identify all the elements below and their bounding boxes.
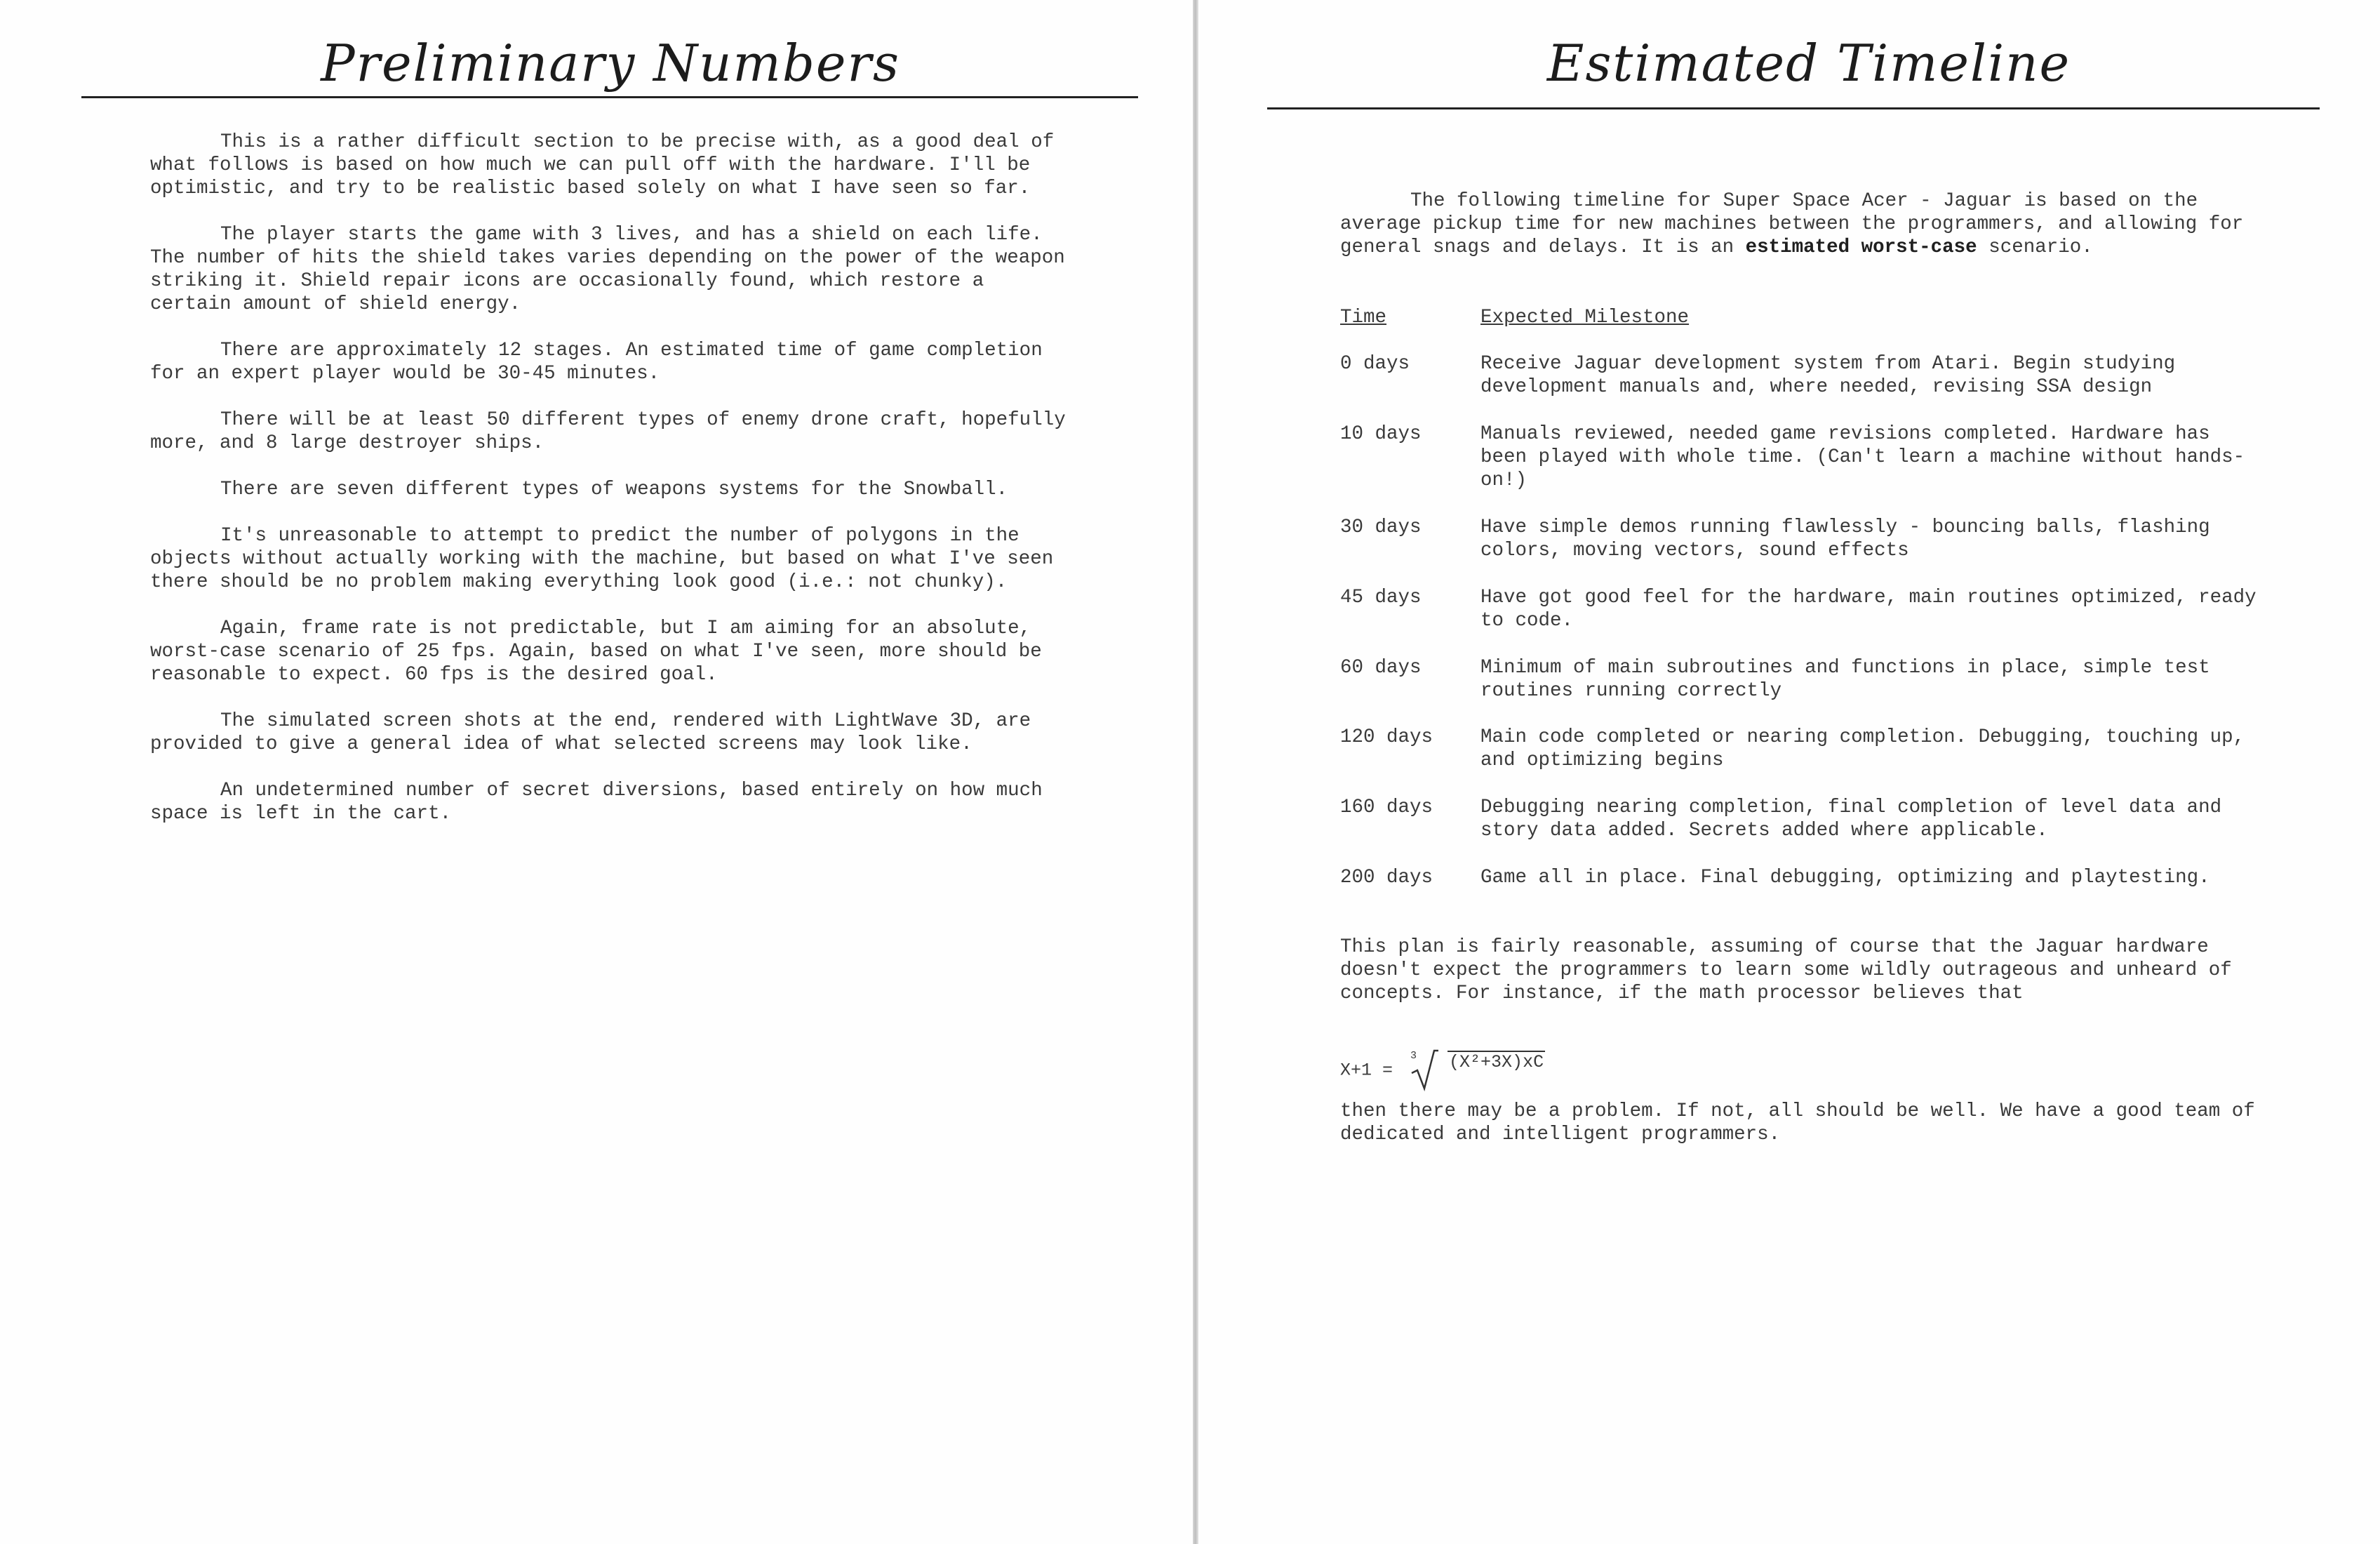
row-milestone: Have simple demos running flawlessly - bouncing balls, flashing colors, moving vectors, sound effects [1480,517,2210,561]
left-heading-rule [81,96,1138,98]
row-time: 120 days [1340,726,1433,748]
right-page [1198,0,2380,1544]
row-time: 0 days [1340,353,1410,375]
radical-index: 3 [1410,1050,1417,1062]
row-milestone: Game all in place. Final debugging, optimizing and playtesting. [1480,867,2210,889]
timeline-table [1340,0,2322,912]
paragraph: The simulated screen shots at the end, rendered with LightWave 3D, are provided to give a general idea of what selected screens may look like. [150,710,1031,755]
final-paragraph: then there may be a problem. If not, all should be well. We have a good team of dedicated and intelligent programmers. [1340,1100,2255,1145]
intro-bold-text: estimated worst-case [1745,237,1977,258]
paragraph: There are seven different types of weapons systems for the Snowball. [220,479,1008,500]
paragraph: This is a rather difficult section to be precise with, as a good deal of what follows is based on how much we can pull off with the hardware. I'll be optimistic, and try to be realistic based solely on what I have seen so far. [150,131,1055,199]
left-page-body [150,131,1069,848]
paragraph: There are approximately 12 stages. An estimated time of game completion for an expert player would be 30-45 minutes. [150,340,1043,385]
formula-left-side: X+1 = [1340,1060,1393,1081]
row-milestone: Have got good feel for the hardware, main routines optimized, ready to code. [1480,587,2257,632]
row-time: 45 days [1340,587,1422,608]
row-milestone: Receive Jaguar development system from Atari. Begin studying development manuals and, where needed, revising SSA design [1480,353,2176,398]
row-time: 160 days [1340,797,1433,818]
row-milestone: Minimum of main subroutines and functions in place, simple test routines running correctly [1480,657,2210,702]
row-milestone: Debugging nearing completion, final completion of level data and story data added. Secrets added where applicable. [1480,797,2222,841]
row-time: 10 days [1340,423,1422,445]
paragraph: The player starts the game with 3 lives, and has a shield on each life. The number of hits the shield takes varies depending on the power of the weapon striking it. Shield repair icons are occasionally found, which restore a certain amount of shield energy. [150,224,1065,315]
intro-text: The following timeline for Super Space Acer - Jaguar is based on the average pickup time for new machines between the programmers, and allowing for general snags and delays. It is an [1340,190,2244,258]
row-milestone: Main code completed or nearing completion. Debugging, touching up, and optimizing begins [1480,726,2245,771]
closing-paragraph: This plan is fairly reasonable, assuming of course that the Jaguar hardware doesn't expect the programmers to learn some wildly outrageous and unheard of concepts. For instance, if the math processor believes that [1340,936,2232,1004]
column-header-time: Time [1340,307,1387,328]
row-milestone: Manuals reviewed, needed game revisions completed. Hardware has been played with whole time. (Can't learn a machine without hands-on!) [1480,423,2245,491]
row-time: 60 days [1340,657,1422,679]
paragraph: An undetermined number of secret diversions, based entirely on how much space is left in the cart. [150,780,1043,825]
right-page-heading: Estimated Timeline [1546,34,2071,93]
column-header-milestone: Expected Milestone [1480,307,1690,328]
row-time: 30 days [1340,517,1422,538]
radicand: (X²+3X)xC [1449,1052,1544,1072]
row-time: 200 days [1340,867,1433,889]
cube-root [1410,1049,1545,1091]
page-gutter [1193,0,1198,1544]
paragraph: There will be at least 50 different types of enemy drone craft, hopefully more, and 8 large destroyer ships. [150,409,1066,454]
math-formula [1340,1049,1901,1091]
left-page-heading: Preliminary Numbers [321,34,900,93]
paragraph: It's unreasonable to attempt to predict the number of polygons in the objects without actually working with the machine, but based on what I've seen there should be no problem making everything look good (i.e.: not chunky). [150,525,1054,593]
paragraph: Again, frame rate is not predictable, but I am aiming for an absolute, worst-case scenario of 25 fps. Again, based on what I've seen, more should be reasonable to expect. 60 fps is the desired goal. [150,618,1042,686]
intro-text-end: scenario. [1988,237,2093,258]
